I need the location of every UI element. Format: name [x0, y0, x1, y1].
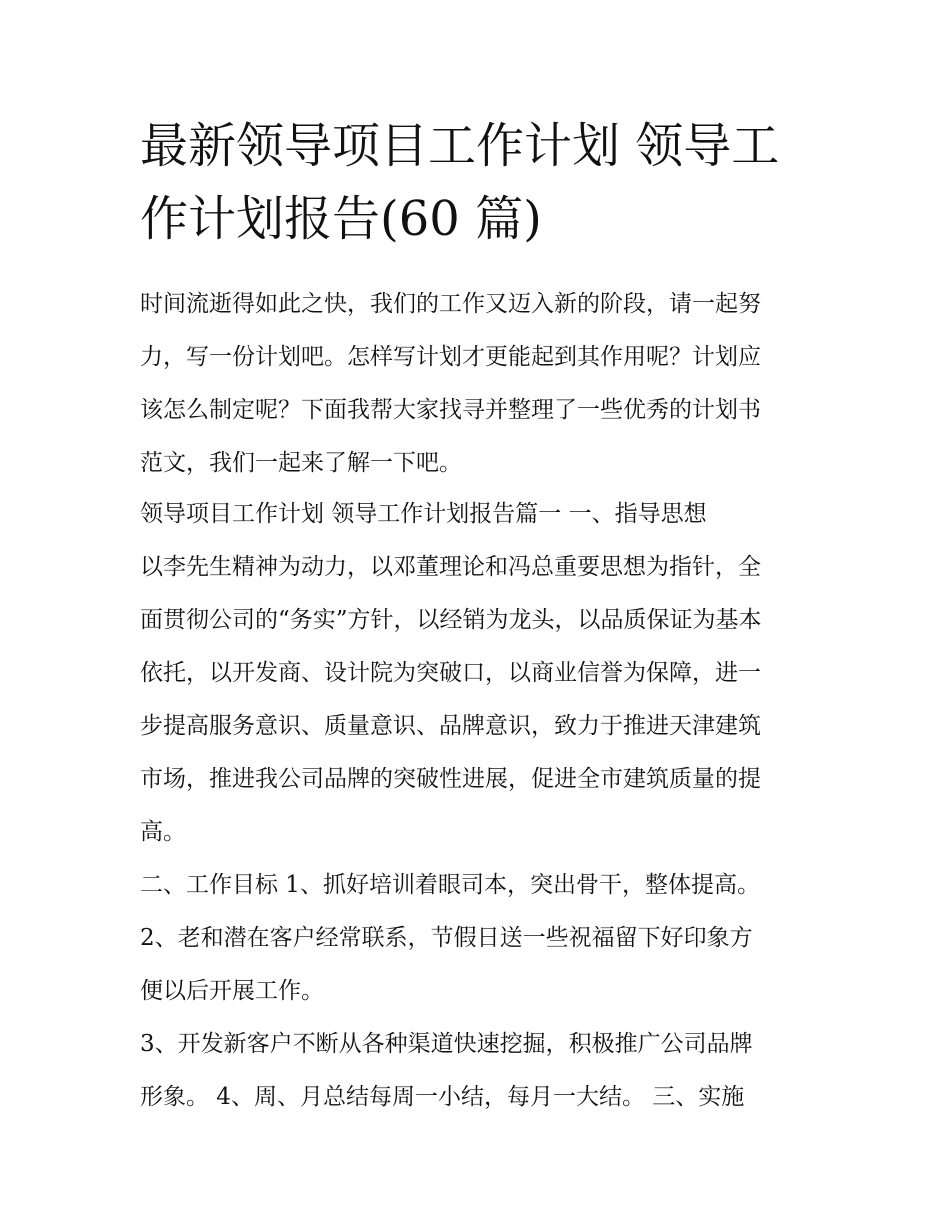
paragraph-line: 以李先生精神为动力，以邓董理论和冯总重要思想为指针，全: [140, 554, 761, 580]
paragraph-line: 二、工作目标 1、抓好培训着眼司本，突出骨干，整体提高。: [140, 872, 760, 898]
paragraph-line: 依托，以开发商、设计院为突破口，以商业信誉为保障，进一: [140, 660, 761, 686]
paragraph-line: 市场，推进我公司品牌的突破性进展，促进全市建筑质量的提: [140, 766, 761, 792]
paragraph-line: 该怎么制定呢？下面我帮大家找寻并整理了一些优秀的计划书: [140, 397, 761, 423]
section-heading-line: 领导项目工作计划 领导工作计划报告篇一 一、指导思想: [140, 501, 707, 527]
paragraph-line: 步提高服务意识、质量意识、品牌意识，致力于推进天津建筑: [140, 713, 761, 739]
paragraph-line: 面贯彻公司的“务实”方针，以经销为龙头，以品质保证为基本: [140, 607, 762, 633]
paragraph-line: 时间流逝得如此之快，我们的工作又迈入新的阶段，请一起努: [140, 291, 761, 317]
paragraph-line: 3、开发新客户不断从各种渠道快速挖掘，积极推广公司品牌: [140, 1031, 753, 1057]
paragraph-line: 范文，我们一起来了解一下吧。: [140, 450, 462, 476]
paragraph-line: 形象。 4、周、月总结每周一小结，每月一大结。 三、实施: [140, 1084, 745, 1110]
document-title: [140, 110, 820, 256]
paragraph-line: 高。: [140, 819, 186, 845]
paragraph-line: 2、老和潜在客户经常联系，节假日送一些祝福留下好印象方: [140, 925, 753, 951]
paragraph-line: 便以后开展工作。: [140, 978, 324, 1004]
paragraph-line: 力，写一份计划吧。怎样写计划才更能起到其作用呢？计划应: [140, 344, 761, 370]
title-line: 最新领导项目工作计划 领导工: [140, 118, 780, 174]
title-line: 作计划报告(60 篇): [140, 191, 542, 247]
